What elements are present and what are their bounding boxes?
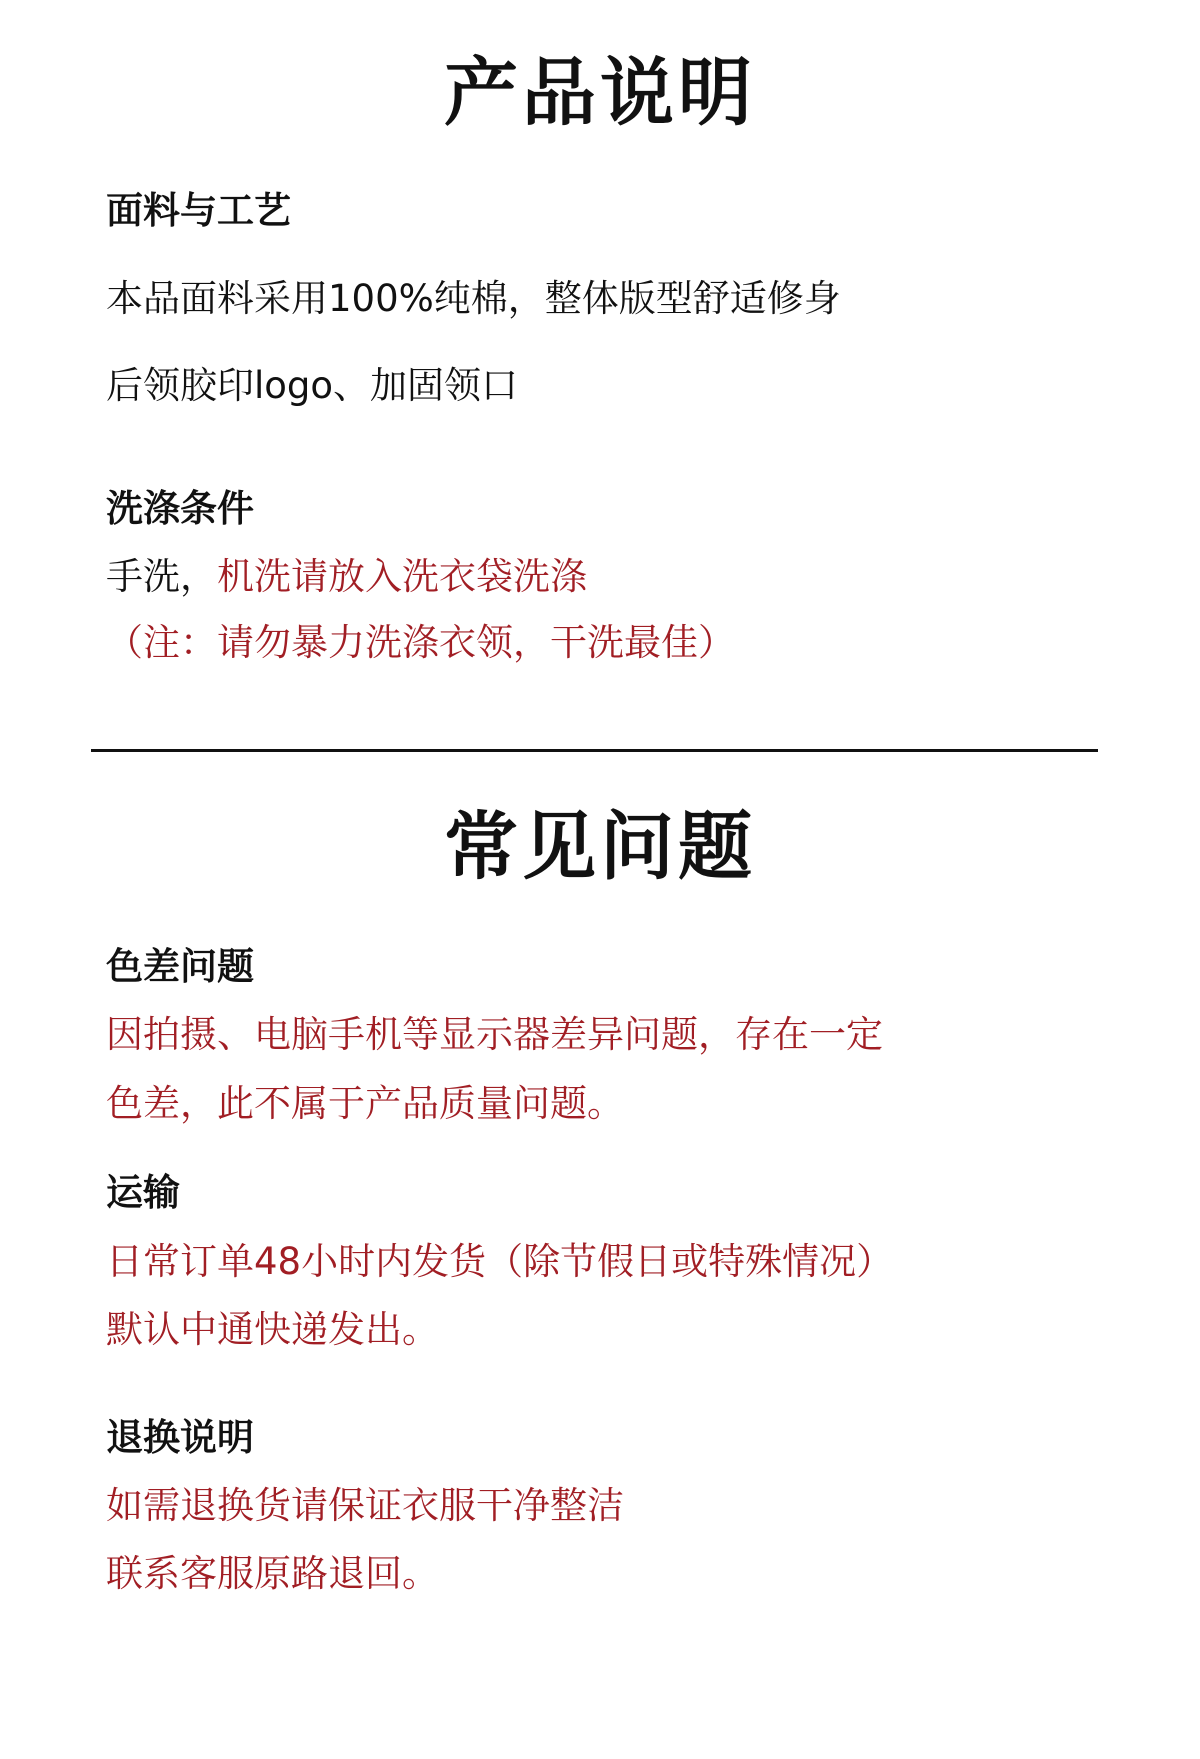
shipping-line-1: 日常订单48小时内发货（除节假日或特殊情况）: [106, 1240, 894, 1283]
washing-instruction-line: [106, 555, 587, 598]
washing-machine-text: 机洗请放入洗衣袋洗涤: [217, 555, 587, 598]
returns-heading: 退换说明: [106, 1416, 254, 1459]
returns-line-1: 如需退换货请保证衣服干净整洁: [106, 1484, 624, 1527]
fabric-description-line: 本品面料采用100%纯棉，整体版型舒适修身: [106, 277, 841, 320]
washing-hand-text: 手洗，: [106, 555, 217, 598]
fabric-detail-line: 后领胶印logo、加固领口: [106, 364, 519, 407]
section-divider: [91, 749, 1098, 752]
fabric-heading: 面料与工艺: [106, 189, 291, 232]
washing-note-line: （注：请勿暴力洗涤衣领，干洗最佳）: [106, 621, 735, 664]
shipping-line-2: 默认中通快递发出。: [106, 1308, 439, 1351]
returns-line-2: 联系客服原路退回。: [106, 1552, 439, 1595]
shipping-heading: 运输: [106, 1171, 180, 1214]
faq-section-title: 常见问题: [444, 804, 756, 890]
color-diff-heading: 色差问题: [106, 945, 254, 988]
washing-heading: 洗涤条件: [106, 487, 254, 530]
product-section-title: 产品说明: [444, 50, 756, 136]
color-diff-line-1: 因拍摄、电脑手机等显示器差异问题，存在一定: [106, 1013, 883, 1056]
color-diff-line-2: 色差，此不属于产品质量问题。: [106, 1082, 624, 1125]
